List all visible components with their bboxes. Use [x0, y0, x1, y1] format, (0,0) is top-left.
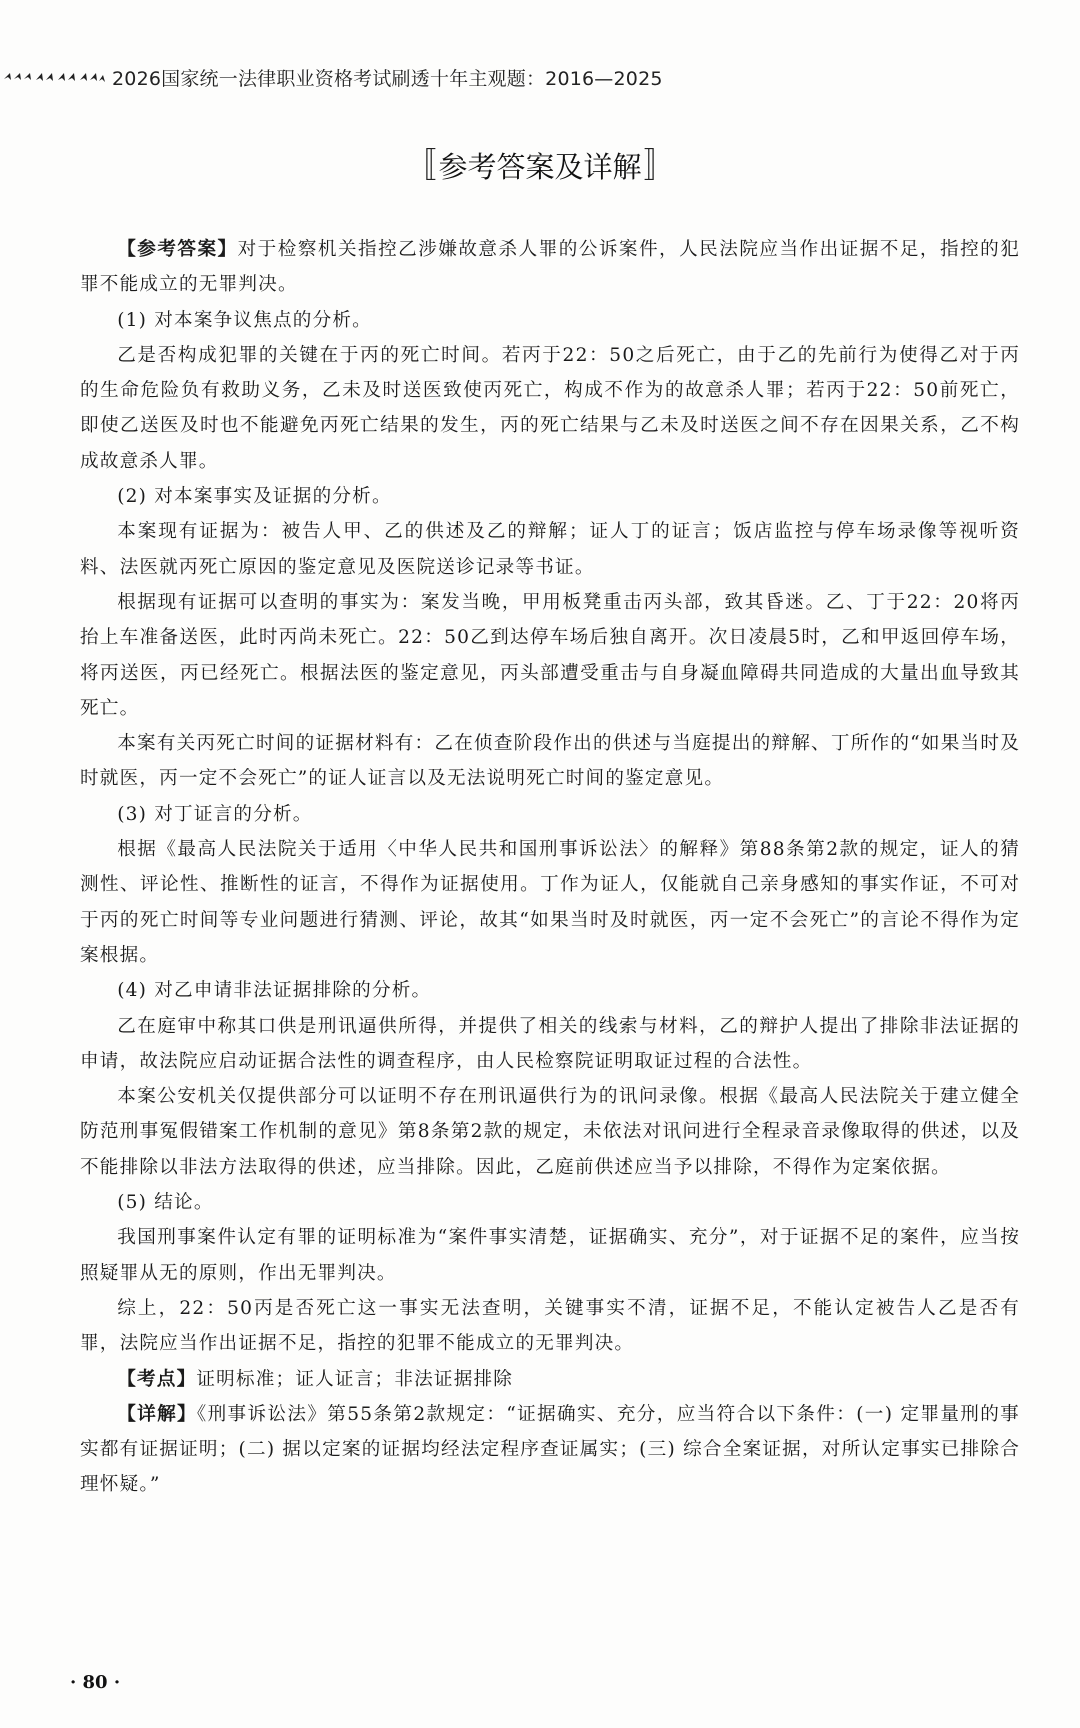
- running-header: [0, 62, 663, 92]
- reference-answer-tag: 【参考答案】: [117, 239, 238, 260]
- key-points-text: 证明标准；证人证言；非法证据排除: [196, 1368, 514, 1390]
- explanation-tag: 【详解】: [117, 1403, 197, 1425]
- reference-answer-paragraph: [80, 232, 1020, 303]
- section-heading: (4) 对乙申请非法证据排除的分析。: [117, 980, 432, 1002]
- body-paragraph: 根据《最高人民法院关于适用〈中华人民共和国刑事诉讼法〉的解释》第88条第2款的规定，证人的猜测性、评论性、推断性的证言，不得作为证据使用。丁作为证人，仅能就自己亲身感知的事实作证，不可对于丙的死亡时间等专业问题进行猜测、评论，故其“如果当时及时就医，丙一定不会死亡”的言论不得作为定案根据。: [80, 839, 1020, 966]
- body-paragraph: 综上，22：50丙是否死亡这一事实无法查明，关键事实不清，证据不足，不能认定被告人乙是否有罪，法院应当作出证据不足，指控的犯罪不能成立的无罪判决。: [80, 1297, 1020, 1355]
- section-heading: (2) 对本案事实及证据的分析。: [117, 486, 392, 508]
- explanation-text: 《刑事诉讼法》第55条第2款规定：“证据确实、充分，应当符合以下条件：(一) 定罪量刑的事实都有证据证明；(二) 据以定案的证据均经法定程序查证属实；(三) 综合全案证据，对所认定事实已排除合理怀疑。”: [80, 1403, 1020, 1496]
- body-paragraph: 乙是否构成犯罪的关键在于丙的死亡时间。若丙于22：50之后死亡，由于乙的先前行为使得乙对于丙的生命危险负有救助义务，乙未及时送医致使丙死亡，构成不作为的故意杀人罪；若丙于22：50前死亡，即使乙送医及时也不能避免丙死亡结果的发生，丙的死亡结果与乙未及时送医之间不存在因果关系，乙不构成故意杀人罪。: [80, 344, 1020, 472]
- arrow-chevrons-icon: [2, 70, 106, 84]
- key-points-tag: 【考点】: [117, 1368, 197, 1390]
- running-header-title: 2026国家统一法律职业资格考试刷透十年主观题：2016—2025: [112, 67, 663, 90]
- answer-body: [80, 232, 1020, 1503]
- explanation-paragraph: [80, 1397, 1020, 1503]
- section-title-text: 参考答案及详解: [438, 150, 642, 184]
- body-paragraph: 我国刑事案件认定有罪的证明标准为“案件事实清楚，证据确实、充分”，对于证据不足的案件，应当按照疑罪从无的原则，作出无罪判决。: [80, 1227, 1020, 1284]
- title-close-bracket: 〛: [643, 146, 678, 186]
- body-paragraph: 根据现有证据可以查明的事实为：案发当晚，甲用板凳重击丙头部，致其昏迷。乙、丁于22：20将丙抬上车准备送医，此时丙尚未死亡。22：50乙到达停车场后独自离开。次日凌晨5时，乙和甲返回停车场，将丙送医，丙已经死亡。根据法医的鉴定意见，丙头部遭受重击与自身凝血障碍共同造成的大量出血导致其死亡。: [80, 591, 1020, 719]
- title-open-bracket: 〚: [402, 146, 437, 186]
- body-paragraph: 本案有关丙死亡时间的证据材料有：乙在侦查阶段作出的供述与当庭提出的辩解、丁所作的“如果当时及时就医，丙一定不会死亡”的证人证言以及无法说明死亡时间的鉴定意见。: [80, 733, 1020, 790]
- body-paragraph: 本案现有证据为：被告人甲、乙的供述及乙的辩解；证人丁的证言；饭店监控与停车场录像等视听资料、法医就丙死亡原因的鉴定意见及医院送诊记录等书证。: [80, 521, 1020, 578]
- body-paragraph: 乙在庭审中称其口供是刑讯逼供所得，并提供了相关的线索与材料，乙的辩护人提出了排除非法证据的申请，故法院应启动证据合法性的调查程序，由人民检察院证明取证过程的合法性。: [80, 1015, 1020, 1072]
- key-points-paragraph: [80, 1362, 1020, 1397]
- page-number: · 80 ·: [70, 1672, 121, 1693]
- section-title: [0, 138, 1080, 187]
- section-heading: (3) 对丁证言的分析。: [117, 803, 313, 825]
- body-paragraph: 本案公安机关仅提供部分可以证明不存在刑讯逼供行为的讯问录像。根据《最高人民法院关于建立健全防范刑事冤假错案工作机制的意见》第8条第2款的规定，未依法对讯问进行全程录音录像取得的供述，以及不能排除以非法方法取得的供述，应当排除。因此，乙庭前供述应当予以排除，不得作为定案依据。: [80, 1086, 1020, 1178]
- section-heading: (5) 结论。: [117, 1192, 214, 1214]
- section-heading: (1) 对本案争议焦点的分析。: [117, 309, 372, 331]
- reference-answer-text: 对于检察机关指控乙涉嫌故意杀人罪的公诉案件，人民法院应当作出证据不足，指控的犯罪不能成立的无罪判决。: [80, 239, 1020, 296]
